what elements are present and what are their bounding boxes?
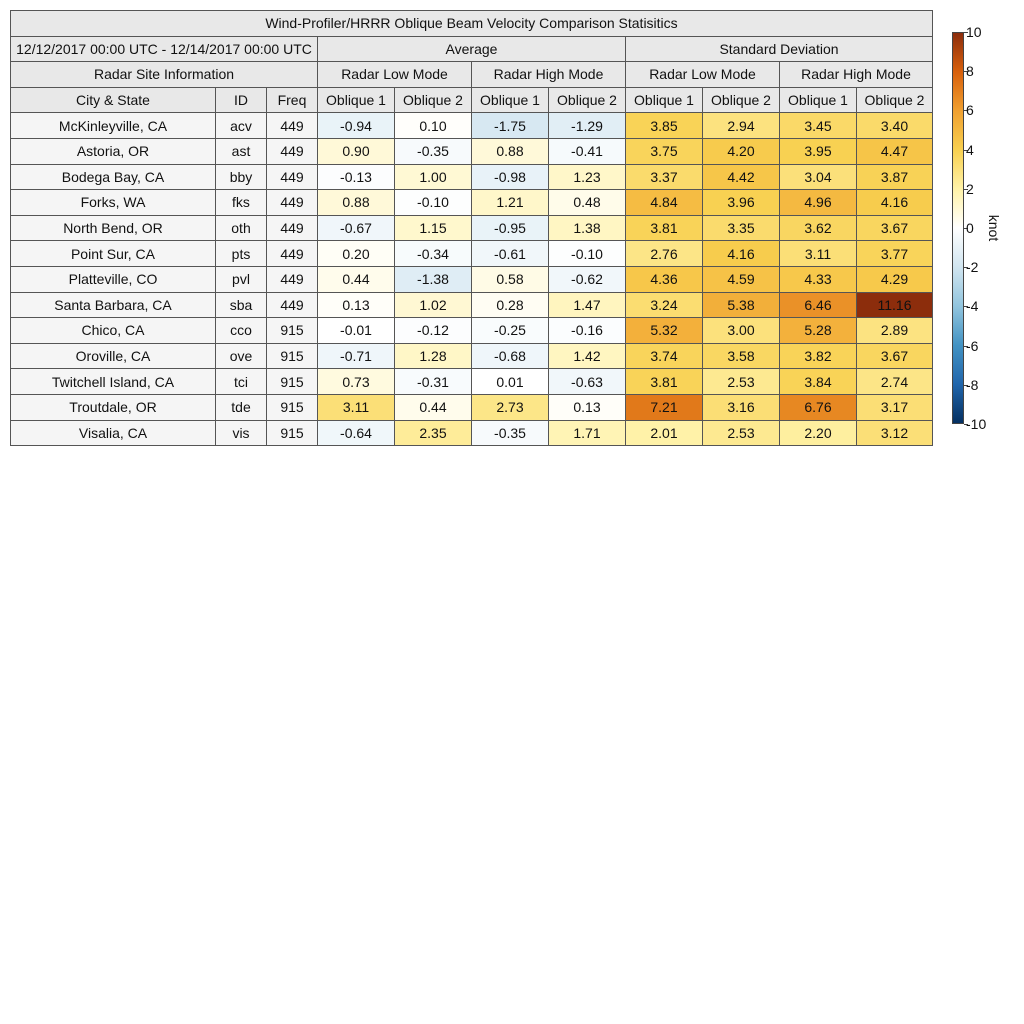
mode-header: Radar Low Mode <box>318 62 472 88</box>
value-cell: 2.94 <box>703 113 780 139</box>
colorbar-tick-label: 8 <box>966 63 974 79</box>
value-cell: 3.11 <box>780 241 857 267</box>
value-cell: 3.12 <box>857 420 933 446</box>
value-cell: 2.89 <box>857 318 933 344</box>
site-id-cell: cco <box>216 318 267 344</box>
value-cell: 2.76 <box>626 241 703 267</box>
colorbar-tick-label: -2 <box>966 259 979 275</box>
value-cell: 3.85 <box>626 113 703 139</box>
site-city-cell: Astoria, OR <box>11 138 216 164</box>
table-row <box>11 241 933 267</box>
value-cell: 0.90 <box>318 138 395 164</box>
table-row <box>11 343 933 369</box>
table-row <box>11 394 933 420</box>
site-freq-cell: 449 <box>267 215 318 241</box>
value-cell: 3.62 <box>780 215 857 241</box>
value-cell: 3.67 <box>857 343 933 369</box>
value-cell: 0.01 <box>472 369 549 395</box>
site-city-cell: Point Sur, CA <box>11 241 216 267</box>
value-cell: 3.58 <box>703 343 780 369</box>
value-cell: -0.01 <box>318 318 395 344</box>
value-cell: 3.45 <box>780 113 857 139</box>
site-id-cell: tci <box>216 369 267 395</box>
site-city-cell: McKinleyville, CA <box>11 113 216 139</box>
value-cell: 4.59 <box>703 266 780 292</box>
value-cell: -1.29 <box>549 113 626 139</box>
std-dev-group-header: Standard Deviation <box>626 36 933 62</box>
value-cell: -0.12 <box>395 318 472 344</box>
value-cell: 3.04 <box>780 164 857 190</box>
table-row <box>11 266 933 292</box>
value-cell: 4.33 <box>780 266 857 292</box>
site-id-cell: bby <box>216 164 267 190</box>
value-cell: 0.88 <box>472 138 549 164</box>
colorbar-tick-label: 2 <box>966 181 974 197</box>
value-cell: 3.16 <box>703 394 780 420</box>
value-cell: 1.38 <box>549 215 626 241</box>
value-cell: -0.10 <box>549 241 626 267</box>
value-cell: 2.53 <box>703 420 780 446</box>
site-freq-cell: 915 <box>267 394 318 420</box>
site-city-cell: Platteville, CO <box>11 266 216 292</box>
colorbar <box>952 32 964 424</box>
site-freq-cell: 449 <box>267 292 318 318</box>
value-cell: 0.44 <box>395 394 472 420</box>
value-cell: 0.73 <box>318 369 395 395</box>
date-range: 12/12/2017 00:00 UTC - 12/14/2017 00:00 UTC <box>11 36 318 62</box>
site-id-cell: oth <box>216 215 267 241</box>
colorbar-unit-label: knot <box>986 214 1002 242</box>
value-cell: 3.40 <box>857 113 933 139</box>
colorbar-tick-label: -8 <box>966 377 979 393</box>
value-cell: -0.63 <box>549 369 626 395</box>
value-cell: -0.98 <box>472 164 549 190</box>
site-city-cell: North Bend, OR <box>11 215 216 241</box>
value-cell: 4.42 <box>703 164 780 190</box>
site-city-cell: Visalia, CA <box>11 420 216 446</box>
value-cell: 4.16 <box>703 241 780 267</box>
value-cell: 5.28 <box>780 318 857 344</box>
table-row <box>11 420 933 446</box>
value-cell: -0.67 <box>318 215 395 241</box>
mode-header: Radar High Mode <box>780 62 933 88</box>
value-cell: 0.28 <box>472 292 549 318</box>
column-header: Oblique 1 <box>626 87 703 113</box>
site-city-cell: Twitchell Island, CA <box>11 369 216 395</box>
average-group-header: Average <box>318 36 626 62</box>
column-header: Oblique 1 <box>318 87 395 113</box>
value-cell: 4.36 <box>626 266 703 292</box>
table-row <box>11 190 933 216</box>
colorbar-tick-label: 10 <box>966 24 982 40</box>
site-id-cell: acv <box>216 113 267 139</box>
table-row <box>11 292 933 318</box>
site-info-header: Radar Site Information <box>11 62 318 88</box>
value-cell: -0.25 <box>472 318 549 344</box>
value-cell: -0.61 <box>472 241 549 267</box>
site-freq-cell: 449 <box>267 113 318 139</box>
value-cell: 1.15 <box>395 215 472 241</box>
site-city-cell: Oroville, CA <box>11 343 216 369</box>
value-cell: 3.82 <box>780 343 857 369</box>
site-id-cell: vis <box>216 420 267 446</box>
value-cell: 11.16 <box>857 292 933 318</box>
column-header: Oblique 2 <box>857 87 933 113</box>
mode-header: Radar High Mode <box>472 62 626 88</box>
site-freq-cell: 449 <box>267 241 318 267</box>
value-cell: -0.35 <box>395 138 472 164</box>
value-cell: 2.01 <box>626 420 703 446</box>
site-id-cell: tde <box>216 394 267 420</box>
value-cell: 4.84 <box>626 190 703 216</box>
table-row <box>11 164 933 190</box>
comparison-table <box>10 10 933 446</box>
site-city-cell: Forks, WA <box>11 190 216 216</box>
site-freq-cell: 915 <box>267 318 318 344</box>
site-freq-cell: 449 <box>267 164 318 190</box>
value-cell: 0.44 <box>318 266 395 292</box>
table-row <box>11 113 933 139</box>
table-row <box>11 318 933 344</box>
site-city-cell: Bodega Bay, CA <box>11 164 216 190</box>
column-header: Oblique 2 <box>703 87 780 113</box>
value-cell: 0.13 <box>318 292 395 318</box>
site-city-cell: Santa Barbara, CA <box>11 292 216 318</box>
value-cell: 2.74 <box>857 369 933 395</box>
value-cell: -0.64 <box>318 420 395 446</box>
site-id-cell: fks <box>216 190 267 216</box>
value-cell: -0.35 <box>472 420 549 446</box>
colorbar-tick-label: 6 <box>966 102 974 118</box>
value-cell: 1.42 <box>549 343 626 369</box>
value-cell: 2.20 <box>780 420 857 446</box>
site-freq-cell: 449 <box>267 266 318 292</box>
colorbar-tick-label: -4 <box>966 298 979 314</box>
value-cell: 4.20 <box>703 138 780 164</box>
value-cell: -0.94 <box>318 113 395 139</box>
site-id-cell: pts <box>216 241 267 267</box>
column-header: Oblique 2 <box>395 87 472 113</box>
value-cell: 4.47 <box>857 138 933 164</box>
value-cell: 0.88 <box>318 190 395 216</box>
value-cell: 3.17 <box>857 394 933 420</box>
column-header: ID <box>216 87 267 113</box>
value-cell: 3.96 <box>703 190 780 216</box>
site-id-cell: pvl <box>216 266 267 292</box>
site-freq-cell: 449 <box>267 138 318 164</box>
value-cell: 4.29 <box>857 266 933 292</box>
site-id-cell: ast <box>216 138 267 164</box>
table-row <box>11 369 933 395</box>
value-cell: 3.67 <box>857 215 933 241</box>
column-header: Oblique 1 <box>472 87 549 113</box>
value-cell: 3.84 <box>780 369 857 395</box>
value-cell: 7.21 <box>626 394 703 420</box>
value-cell: 0.48 <box>549 190 626 216</box>
value-cell: 1.47 <box>549 292 626 318</box>
value-cell: -0.68 <box>472 343 549 369</box>
table-title: Wind-Profiler/HRRR Oblique Beam Velocity Comparison Statisitics <box>11 11 933 37</box>
value-cell: 3.35 <box>703 215 780 241</box>
value-cell: 0.20 <box>318 241 395 267</box>
value-cell: -0.10 <box>395 190 472 216</box>
value-cell: -0.16 <box>549 318 626 344</box>
site-id-cell: sba <box>216 292 267 318</box>
table-row <box>11 215 933 241</box>
value-cell: 3.74 <box>626 343 703 369</box>
value-cell: 0.58 <box>472 266 549 292</box>
value-cell: 1.00 <box>395 164 472 190</box>
site-freq-cell: 915 <box>267 343 318 369</box>
value-cell: -0.71 <box>318 343 395 369</box>
value-cell: -0.13 <box>318 164 395 190</box>
value-cell: -1.75 <box>472 113 549 139</box>
value-cell: 3.95 <box>780 138 857 164</box>
value-cell: 6.46 <box>780 292 857 318</box>
value-cell: 0.13 <box>549 394 626 420</box>
value-cell: -1.38 <box>395 266 472 292</box>
value-cell: 3.37 <box>626 164 703 190</box>
value-cell: 2.53 <box>703 369 780 395</box>
site-city-cell: Troutdale, OR <box>11 394 216 420</box>
value-cell: 2.73 <box>472 394 549 420</box>
value-cell: 3.77 <box>857 241 933 267</box>
value-cell: 5.38 <box>703 292 780 318</box>
value-cell: 4.16 <box>857 190 933 216</box>
mode-header: Radar Low Mode <box>626 62 780 88</box>
value-cell: -0.41 <box>549 138 626 164</box>
value-cell: 0.10 <box>395 113 472 139</box>
colorbar-tick-label: -6 <box>966 338 979 354</box>
value-cell: 3.81 <box>626 369 703 395</box>
site-city-cell: Chico, CA <box>11 318 216 344</box>
column-header: Freq <box>267 87 318 113</box>
value-cell: 3.75 <box>626 138 703 164</box>
value-cell: 3.24 <box>626 292 703 318</box>
site-freq-cell: 915 <box>267 369 318 395</box>
value-cell: 1.71 <box>549 420 626 446</box>
value-cell: 6.76 <box>780 394 857 420</box>
value-cell: 3.11 <box>318 394 395 420</box>
value-cell: 1.23 <box>549 164 626 190</box>
colorbar-tick-label: -10 <box>966 416 987 432</box>
value-cell: 5.32 <box>626 318 703 344</box>
value-cell: -0.62 <box>549 266 626 292</box>
value-cell: -0.95 <box>472 215 549 241</box>
column-header: Oblique 2 <box>549 87 626 113</box>
value-cell: 4.96 <box>780 190 857 216</box>
colorbar-tick-label: 0 <box>966 220 974 236</box>
value-cell: -0.31 <box>395 369 472 395</box>
value-cell: 1.21 <box>472 190 549 216</box>
column-header: Oblique 1 <box>780 87 857 113</box>
table-row <box>11 138 933 164</box>
colorbar-tick-label: 4 <box>966 142 974 158</box>
value-cell: -0.34 <box>395 241 472 267</box>
site-id-cell: ove <box>216 343 267 369</box>
site-freq-cell: 915 <box>267 420 318 446</box>
site-freq-cell: 449 <box>267 190 318 216</box>
column-header: City & State <box>11 87 216 113</box>
value-cell: 3.00 <box>703 318 780 344</box>
value-cell: 2.35 <box>395 420 472 446</box>
value-cell: 3.87 <box>857 164 933 190</box>
value-cell: 3.81 <box>626 215 703 241</box>
value-cell: 1.28 <box>395 343 472 369</box>
value-cell: 1.02 <box>395 292 472 318</box>
